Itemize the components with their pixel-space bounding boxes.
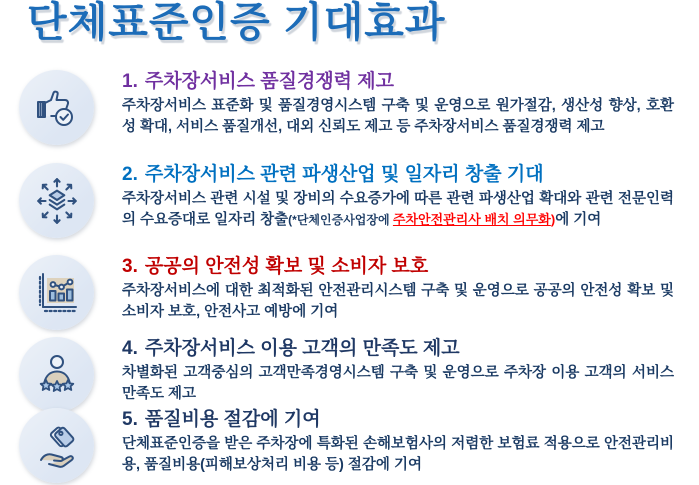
price-tag-hand-icon — [33, 422, 81, 470]
section-4 — [0, 337, 699, 412]
body-note-close: ) — [550, 211, 556, 227]
body-tail: 에 기여 — [555, 211, 602, 228]
section-number: 2. — [122, 164, 138, 185]
section-5 — [0, 408, 699, 483]
section-body: 단체표준인증을 받은 주차장에 특화된 손해보험사의 저렴한 보험료 적용으로 안전관리비용, 품질비용(피해보상처리 비용 등) 절감에 기여 — [122, 436, 674, 473]
section-title: 주차장서비스 관련 파생산업 및 일자리 창출 기대 — [144, 164, 544, 185]
section-1 — [0, 70, 699, 145]
section-number: 3. — [122, 256, 138, 277]
icon-circle-5 — [19, 408, 94, 483]
section-body — [122, 189, 674, 230]
icon-circle-1 — [19, 70, 94, 145]
section-title: 주차장서비스 이용 고객의 만족도 제고 — [144, 338, 460, 359]
section-4-text — [122, 337, 674, 404]
section-heading — [122, 337, 674, 361]
section-2 — [0, 163, 699, 238]
customer-stars-icon — [33, 351, 81, 399]
section-3 — [0, 255, 699, 330]
section-number: 4. — [122, 338, 138, 359]
section-heading — [122, 70, 674, 94]
page-title: 단체표준인증 기대효과 — [27, 0, 446, 45]
section-5-text — [122, 408, 674, 475]
body-note-highlight: 주차안전관리사 배치 의무화 — [392, 211, 551, 227]
body-note-open: (*단체인증사업장에 — [288, 212, 393, 227]
section-2-text — [122, 163, 674, 230]
section-number: 5. — [122, 409, 138, 430]
section-body: 주차장서비스 표준화 및 품질경영시스템 구축 및 운영으로 원가절감, 생산성 향상, 호환성 확대, 서비스 품질개선, 대외 신뢰도 제고 등 주차장서비스 품질경쟁력 제고 — [122, 98, 674, 135]
bar-chart-icon — [33, 269, 81, 317]
icon-circle-4 — [19, 337, 94, 412]
section-heading — [122, 163, 674, 187]
section-heading — [122, 408, 674, 432]
section-body: 주차장서비스에 대한 최적화된 안전관리시스템 구축 및 운영으로 공공의 안전성 확보 및 소비자 보호, 안전사고 예방에 기여 — [122, 283, 674, 320]
section-title: 공공의 안전성 확보 및 소비자 보호 — [144, 256, 429, 277]
section-body: 차별화된 고객중심의 고객만족경영시스템 구축 및 운영으로 주차장 이용 고객의 서비스 만족도 제고 — [122, 365, 674, 402]
icon-circle-3 — [19, 255, 94, 330]
expand-arrows-icon — [32, 176, 82, 226]
section-1-text — [122, 70, 674, 137]
section-title: 주차장서비스 품질경쟁력 제고 — [144, 71, 395, 92]
section-title: 품질비용 절감에 기여 — [144, 409, 321, 430]
thumbsup-check-icon — [33, 84, 81, 132]
section-number: 1. — [122, 71, 138, 92]
icon-circle-2 — [19, 163, 94, 238]
section-heading — [122, 255, 674, 279]
section-3-text — [122, 255, 674, 322]
body-main: 주차장서비스 관련 시설 및 장비의 수요증가에 따른 관련 파생산업 확대와 관련 전문인력의 수요증대로 일자리 창출 — [122, 191, 674, 228]
